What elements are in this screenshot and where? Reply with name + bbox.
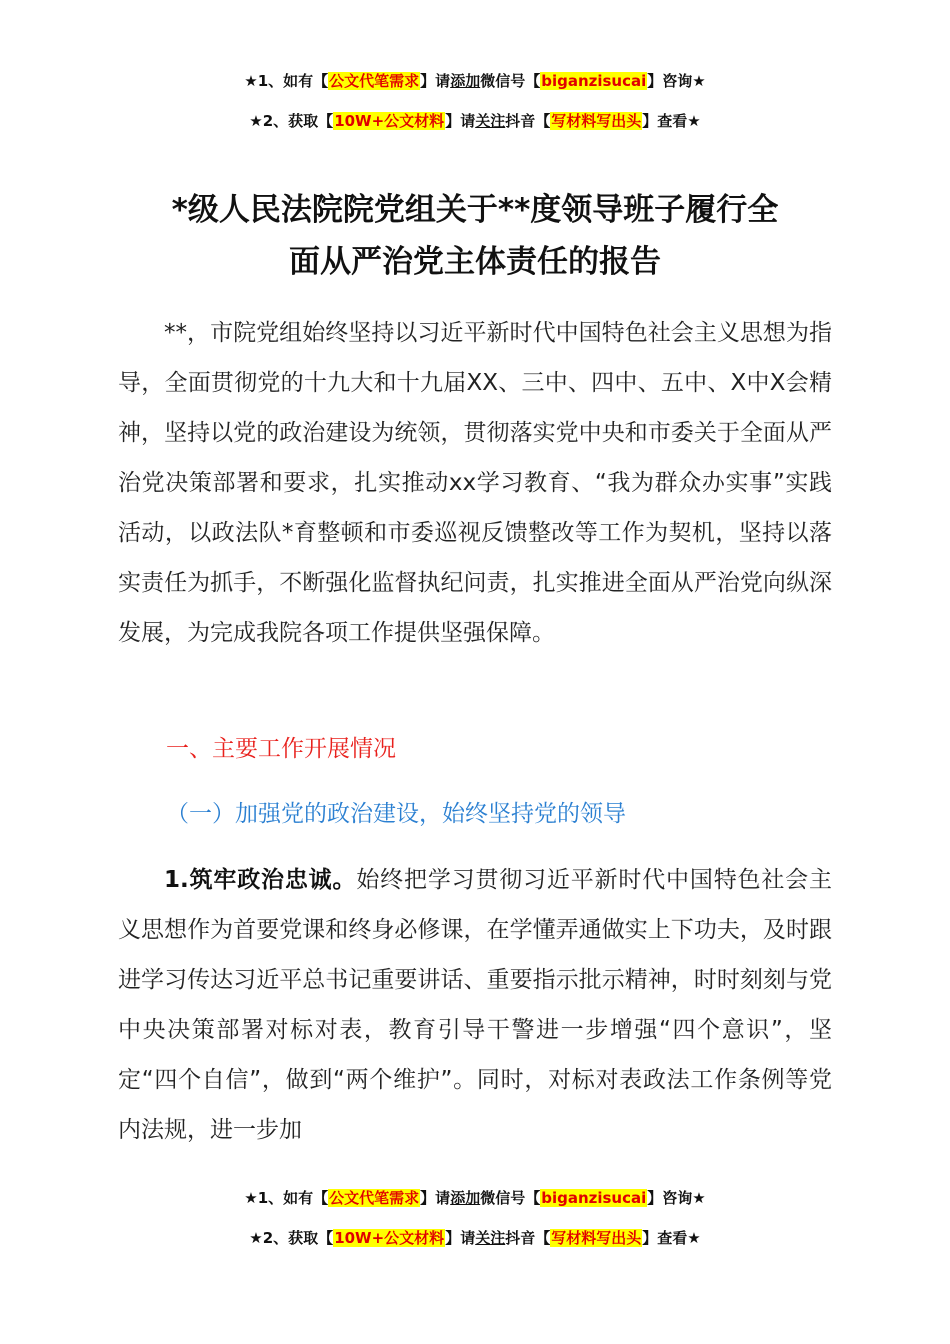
paragraph-body: 始终把学习贯彻习近平新时代中国特色社会主义思想作为首要党课和终身必修课，在学懂弄通做实上下功夫，及时跟进学习传达习近平总书记重要讲话、重要指示批示精神，时时刻刻与党中央决策部署对标对表，教育引导干警进一步增强“四个意识”，坚定“四个自信”，做到“两个维护”。同时，对标对表政法工作条例等党内法规，进一步加 (118, 867, 833, 1143)
highlight-douyin: 写材料写出头 (551, 1229, 642, 1247)
body-paragraph-1 (118, 855, 832, 1155)
subsection-heading-1: （一）加强党的政治建设，始终坚持党的领导 (166, 801, 626, 827)
footer-promo-line-2: ★2、获取【10W+公文材料】请关注抖音【写材料写出头】查看★ (249, 1229, 701, 1247)
highlight-wechat-id: biganzisucai (541, 1189, 647, 1207)
highlight-materials: 10W+公文材料 (334, 1229, 445, 1247)
highlight-service: 公文代笔需求 (329, 1189, 420, 1207)
intro-paragraph: **，市院党组始终坚持以习近平新时代中国特色社会主义思想为指导，全面贯彻党的十九大和十九届XX、三中、四中、五中、X中X会精神，坚持以党的政治建设为统领，贯彻落实党中央和市委关于全面从严治党决策部署和要求，扎实推动xx学习教育、“我为群众办实事”实践活动，以政法队*育整顿和市委巡视反馈整改等工作为契机，坚持以落实责任为抓手，不断强化监督执纪问责，扎实推进全面从严治党向纵深发展，为完成我院各项工作提供坚强保障。 (118, 320, 832, 646)
paragraph-lead: 1.筑牢政治忠诚。 (164, 867, 357, 893)
footer-promo-line-1: ★1、如有【公文代笔需求】请添加微信号【biganzisucai】咨询★ (244, 1189, 706, 1207)
title-line-2: 面从严治党主体责任的报告 (289, 244, 661, 280)
header-promo-line-1: ★1、如有【公文代笔需求】请添加微信号【biganzisucai】咨询★ (244, 72, 706, 90)
section-heading-1: 一、主要工作开展情况 (166, 736, 396, 762)
header-promo-line-2: ★2、获取【10W+公文材料】请关注抖音【写材料写出头】查看★ (249, 112, 701, 130)
highlight-douyin: 写材料写出头 (551, 112, 642, 130)
highlight-service: 公文代笔需求 (329, 72, 420, 90)
highlight-materials: 10W+公文材料 (334, 112, 445, 130)
title-line-1: *级人民法院院党组关于**度领导班子履行全 (171, 192, 779, 228)
highlight-wechat-id: biganzisucai (541, 72, 647, 90)
document-title (118, 184, 832, 288)
